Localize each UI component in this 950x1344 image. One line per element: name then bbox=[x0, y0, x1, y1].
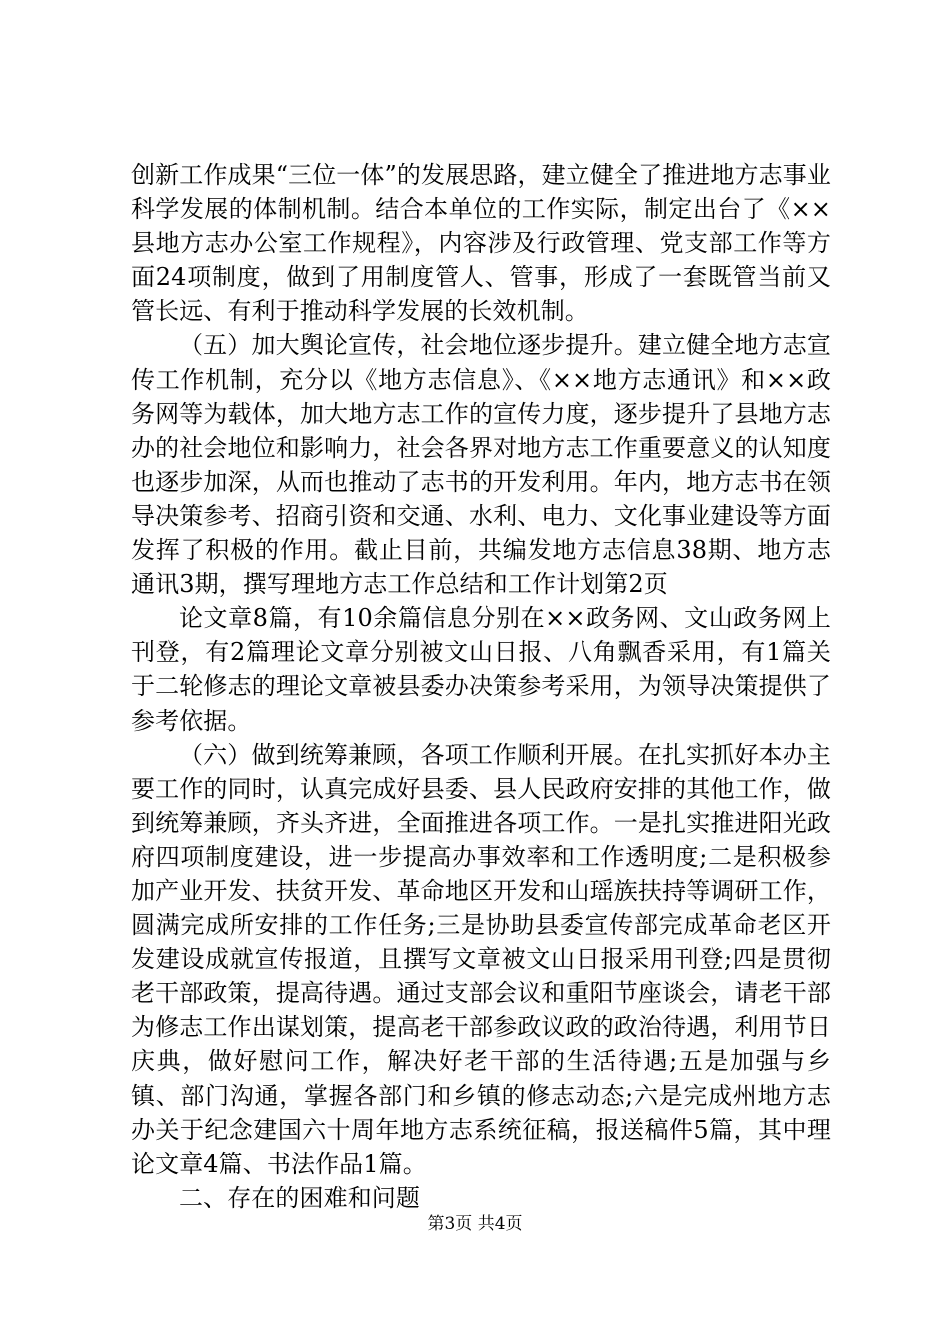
page-footer: 第3页 共4页 bbox=[427, 1214, 523, 1234]
paragraph-4: （六）做到统筹兼顾，各项工作顺利开展。在扎实抓好本办主要工作的同时，认真完成好县委、县人民政府安排的其他工作，做到统筹兼顾，齐头齐进，全面推进各项工作。一是扎实推进阳光政府四项制度建设，进一步提高办事效率和工作透明度;二是积极参加产业开发、扶贫开发、革命地区开发和山瑶族扶持等调研工作，圆满完成所安排的工作任务;三是协助县委宣传部完成革命老区开发建设成就宣传报道，且撰写文章被文山日报采用刊登;四是贯彻老干部政策，提高待遇。通过支部会议和重阳节座谈会，请老干部为修志工作出谋划策，提高老干部参政议政的政治待遇，利用节日庆典，做好慰问工作，解决好老干部的生活待遇;五是加强与乡镇、部门沟通，掌握各部门和乡镇的修志动态;六是完成州地方志办关于纪念建国六十周年地方志系统征稿，报送稿件5篇，其中理论文章4篇、书法作品1篇。 bbox=[131, 740, 831, 1178]
paragraph-3: 论文章8篇，有10余篇信息分别在××政务网、文山政务网上刊登，有2篇理论文章分别被文山日报、八角飘香采用，有1篇关于二轮修志的理论文章被县委办决策参考采用，为领导决策提供了参考依据。 bbox=[131, 604, 831, 735]
document-body bbox=[131, 158, 831, 1215]
paragraph-2: （五）加大舆论宣传，社会地位逐步提升。建立健全地方志宣传工作机制，充分以《地方志信息》、《××地方志通讯》和××政务网等为载体，加大地方志工作的宣传力度，逐步提升了县地方志办的社会地位和影响力，社会各界对地方志工作重要意义的认知度也逐步加深，从而也推动了志书的开发利用。年内，地方志书在领导决策参考、招商引资和交通、水利、电力、文化事业建设等方面发挥了积极的作用。截止目前，共编发地方志信息38期、地方志通讯3期，撰写理地方志工作总结和工作计划第2页 bbox=[131, 331, 831, 599]
section-heading: 二、存在的困难和问题 bbox=[179, 1183, 420, 1212]
paragraph-1: 创新工作成果“三位一体”的发展思路，建立健全了推进地方志事业科学发展的体制机制。结合本单位的工作实际，制定出台了《××县地方志办公室工作规程》，内容涉及行政管理、党支部工作等方面24项制度，做到了用制度管人、管事，形成了一套既管当前又管长远、有利于推动科学发展的长效机制。 bbox=[131, 161, 831, 326]
